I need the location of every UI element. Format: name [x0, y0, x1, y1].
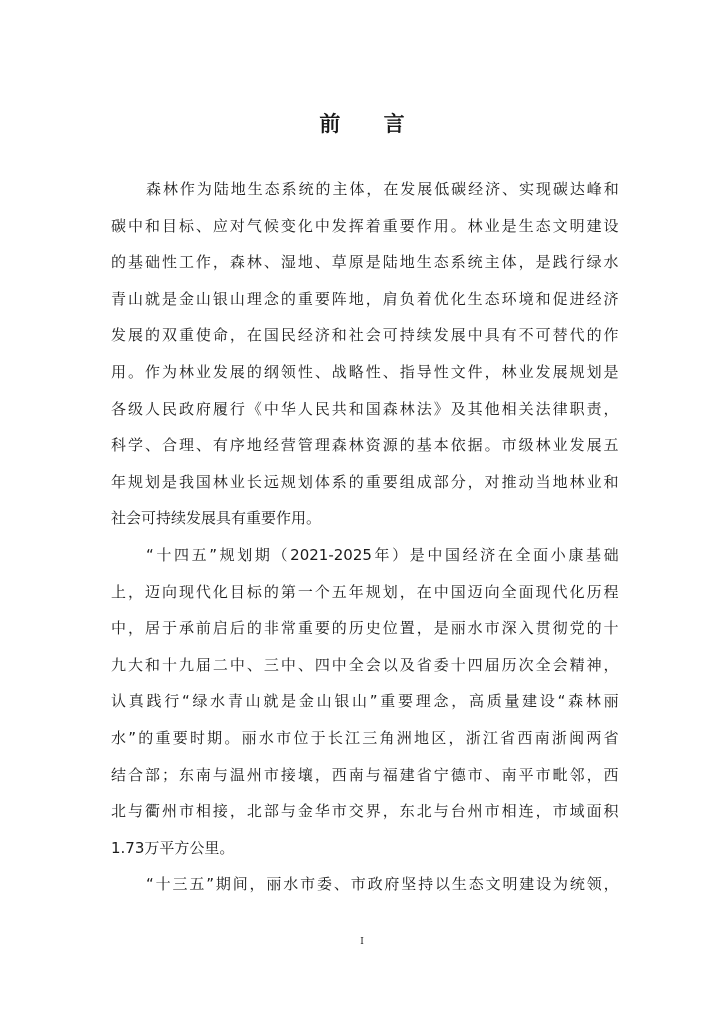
- text-line: 发 展 的 双 重 使 命 ， 在 国 民 经 济 和 社 会 可 持 续 发 展 中 具 有 不 可 替 代 的 作: [111, 326, 619, 345]
- text-line: 用 。 作 为 林 业 发 展 的 纲 领 性 、 战 略 性 、 指 导 性 文 件 ， 林 业 发 展 规 划 是: [111, 362, 619, 381]
- text-line: 森 林 作 为 陆 地 生 态 系 统 的 主 体 ， 在 发 展 低 碳 经 济 、 实 现 碳 达 峰 和: [146, 180, 619, 198]
- paragraph-1: [111, 171, 619, 537]
- text-line: 上 ， 迈 向 现 代 化 目 标 的 第 一 个 五 年 规 划 ， 在 中 国 迈 向 全 面 现 代 化 历 程: [111, 582, 619, 601]
- text-line: “ 十 三 五 ” 期 间 ， 丽 水 市 委 、 市 政 府 坚 持 以 生 态 文 明 建 设 为 统 领 ，: [146, 875, 619, 894]
- text-line: 北 与 衢 州 市 相 接 ， 北 部 与 金 华 市 交 界 ， 东 北 与 台 州 市 相 连 ， 市 域 面 积: [111, 802, 619, 821]
- text-line: 科 学 、 合 理 、 有 序 地 经 营 管 理 森 林 资 源 的 基 本 依 据 。 市 级 林 业 发 展 五: [111, 436, 619, 455]
- text-line: 社会可持续发展具有重要作用。: [111, 509, 322, 528]
- text-line: 的 基 础 性 工 作 ， 森 林 、 湿 地 、 草 原 是 陆 地 生 态 系 统 主 体 ， 是 践 行 绿 水: [111, 253, 619, 272]
- text-line: 碳 中 和 目 标 、 应 对 气 候 变 化 中 发 挥 着 重 要 作 用 。 林 业 是 生 态 文 明 建 设: [111, 216, 619, 235]
- page-number: I: [360, 937, 364, 947]
- text-line: 1.73万平方公里。: [111, 838, 235, 857]
- text-line: 青 山 就 是 金 山 银 山 理 念 的 重 要 阵 地 ， 肩 负 着 优 化 生 态 环 境 和 促 进 经 济: [111, 289, 619, 308]
- text-line: 年 规 划 是 我 国 林 业 长 远 规 划 体 系 的 重 要 组 成 部 分 ， 对 推 动 当 地 林 业 和: [111, 472, 619, 491]
- text-line: “ 十 四 五 ” 规 划 期 （ 2021-2025 年 ） 是 中 国 经 济 在 全 面 小 康 基 础: [146, 545, 619, 564]
- paragraph-3: [111, 866, 619, 903]
- text-line: 各 级 人 民 政 府 履 行 《 中 华 人 民 共 和 国 森 林 法 》 及 其 他 相 关 法 律 职 责 ，: [111, 399, 619, 418]
- text-line: 九 大 和 十 九 届 二 中 、 三 中 、 四 中 全 会 以 及 省 委 十 四 届 历 次 全 会 精 神 ，: [111, 655, 619, 674]
- text-line: 结 合 部 ； 东 南 与 温 州 市 接 壤 ， 西 南 与 福 建 省 宁 德 市 、 南 平 市 毗 邻 ， 西: [111, 765, 619, 784]
- text-line: 水 ” 的 重 要 时 期 。 丽 水 市 位 于 长 江 三 角 洲 地 区 ， 浙 江 省 西 南 浙 闽 两 省: [111, 728, 619, 747]
- text-line: 认 真 践 行 “ 绿 水 青 山 就 是 金 山 银 山 ” 重 要 理 念 ， 高 质 量 建 设 “ 森 林 丽: [111, 692, 619, 711]
- document-body: [111, 171, 619, 903]
- paragraph-2: [111, 537, 619, 866]
- page-title: 前 言: [319, 112, 423, 136]
- text-line: 中 ， 居 于 承 前 启 后 的 非 常 重 要 的 历 史 位 置 ， 是 丽 水 市 深 入 贯 彻 党 的 十: [111, 619, 619, 638]
